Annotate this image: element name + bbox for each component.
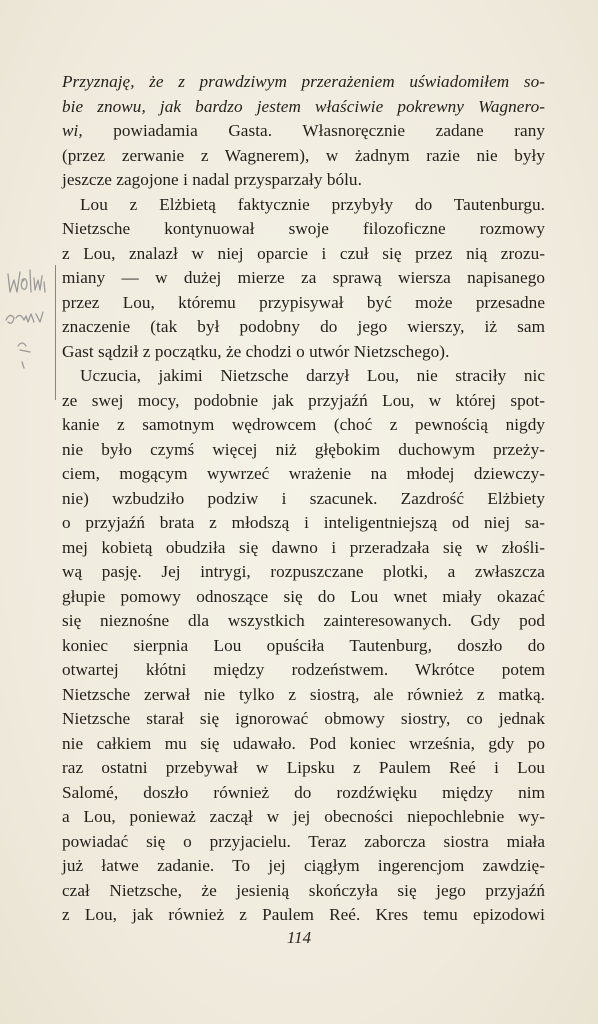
text-line: miany — w dużej mierze za sprawą wiersza napisanego <box>62 268 545 287</box>
text-line: powiadać się o przyjacielu. Teraz zaborcza siostra miała <box>62 831 545 851</box>
text-line: Lou z Elżbietą faktycznie przybyły do Tautenburgu. <box>80 194 545 214</box>
text-line: Uczucia, jakimi Nietzsche darzył Lou, nie straciły nic <box>80 366 545 385</box>
handwriting-scribble <box>0 262 62 402</box>
text-line: o przyjaźń brata z młodszą i inteligentniejszą od niej sa- <box>62 513 545 532</box>
page-number: 114 <box>286 928 312 947</box>
text-line: nie było czymś więcej niż głębokim duchowym przeży- <box>62 439 545 459</box>
text-line: nie) wzbudziło podziw i szacunek. Zazdrość Elżbiety <box>62 488 545 508</box>
text-line: mej kobietą obudziła się dawno i przeradzała się w złośli- <box>62 537 545 557</box>
text-line: już łatwe zadanie. To jej ciągłym ingerencjom zawdzię- <box>62 856 545 875</box>
text-line: Przyznaję, że z prawdziwym przerażeniem uświadomiłem so- <box>62 72 545 91</box>
body-text <box>62 70 545 928</box>
text-line: Salomé, doszło również do rozdźwięku między nim <box>62 782 545 802</box>
text-line: a Lou, ponieważ zaczął w jej obecności niepochlebnie wy- <box>62 807 545 826</box>
text-line: głupie pomowy odnoszące się do Lou wnet miały okazać <box>62 586 545 606</box>
text-line: ciem, mogącym wywrzeć wrażenie na młodej dziewczy- <box>62 464 545 483</box>
margin-vertical-line <box>55 265 56 400</box>
text-line: bie znowu, jak bardzo jestem właściwie pokrewny Wagnero- <box>62 96 545 116</box>
text-line: wi, powiadamia Gasta. Własnoręcznie zadane rany <box>62 121 545 140</box>
text-line: Nietzsche kontynuował swoje filozoficzne rozmowy <box>62 219 545 238</box>
text-line: wą pasję. Jej intrygi, rozpuszczane plotki, a zwłaszcza <box>62 562 545 581</box>
text-line: otwartej kłótni między rodzeństwem. Wkrótce potem <box>62 660 545 679</box>
text-line: Nietzsche starał się ignorować obmowy siostry, co jednak <box>62 709 545 728</box>
text-line: czał Nietzsche, że jesienią skończyła się jego przyjaźń <box>62 880 545 900</box>
text-line: nie całkiem mu się udawało. Pod koniec września, gdy po <box>62 733 545 753</box>
text-line: koniec sierpnia Lou opuściła Tautenburg, doszło do <box>62 635 545 655</box>
text-line: Gast sądził z początku, że chodzi o utwór Nietzschego). <box>62 341 450 361</box>
text-line: przez Lou, któremu przypisywał być może przesadne <box>62 292 545 312</box>
text-line: kanie z samotnym wędrowcem (choć z pewnością nigdy <box>62 415 545 434</box>
text-line: jeszcze zagojone i nadal przysparzały bólu. <box>62 170 362 189</box>
text-line: Nietzsche zerwał nie tylko z siostrą, ale również z matką. <box>62 684 545 704</box>
text-line: się nieznośne dla wszystkich zainteresowanych. Gdy pod <box>62 611 545 630</box>
text-line: ze swej mocy, podobnie jak przyjaźń Lou, w której spot- <box>62 390 545 410</box>
italic-fragment: wi, <box>62 121 83 140</box>
text-line: z Lou, znalazł w niej oparcie i czuł się przez nią zrozu- <box>62 243 545 263</box>
handwritten-margin-annotation <box>0 262 62 402</box>
text-line: (przez zerwanie z Wagnerem), w żadnym razie nie były <box>62 145 545 165</box>
text-line: raz ostatni przebywał w Lipsku z Paulem Reé i Lou <box>62 758 545 777</box>
text-line: znaczenie (tak był podobny do jego wierszy, iż sam <box>62 317 545 336</box>
text-line: z Lou, jak również z Paulem Reé. Kres temu epizodowi <box>62 905 545 924</box>
